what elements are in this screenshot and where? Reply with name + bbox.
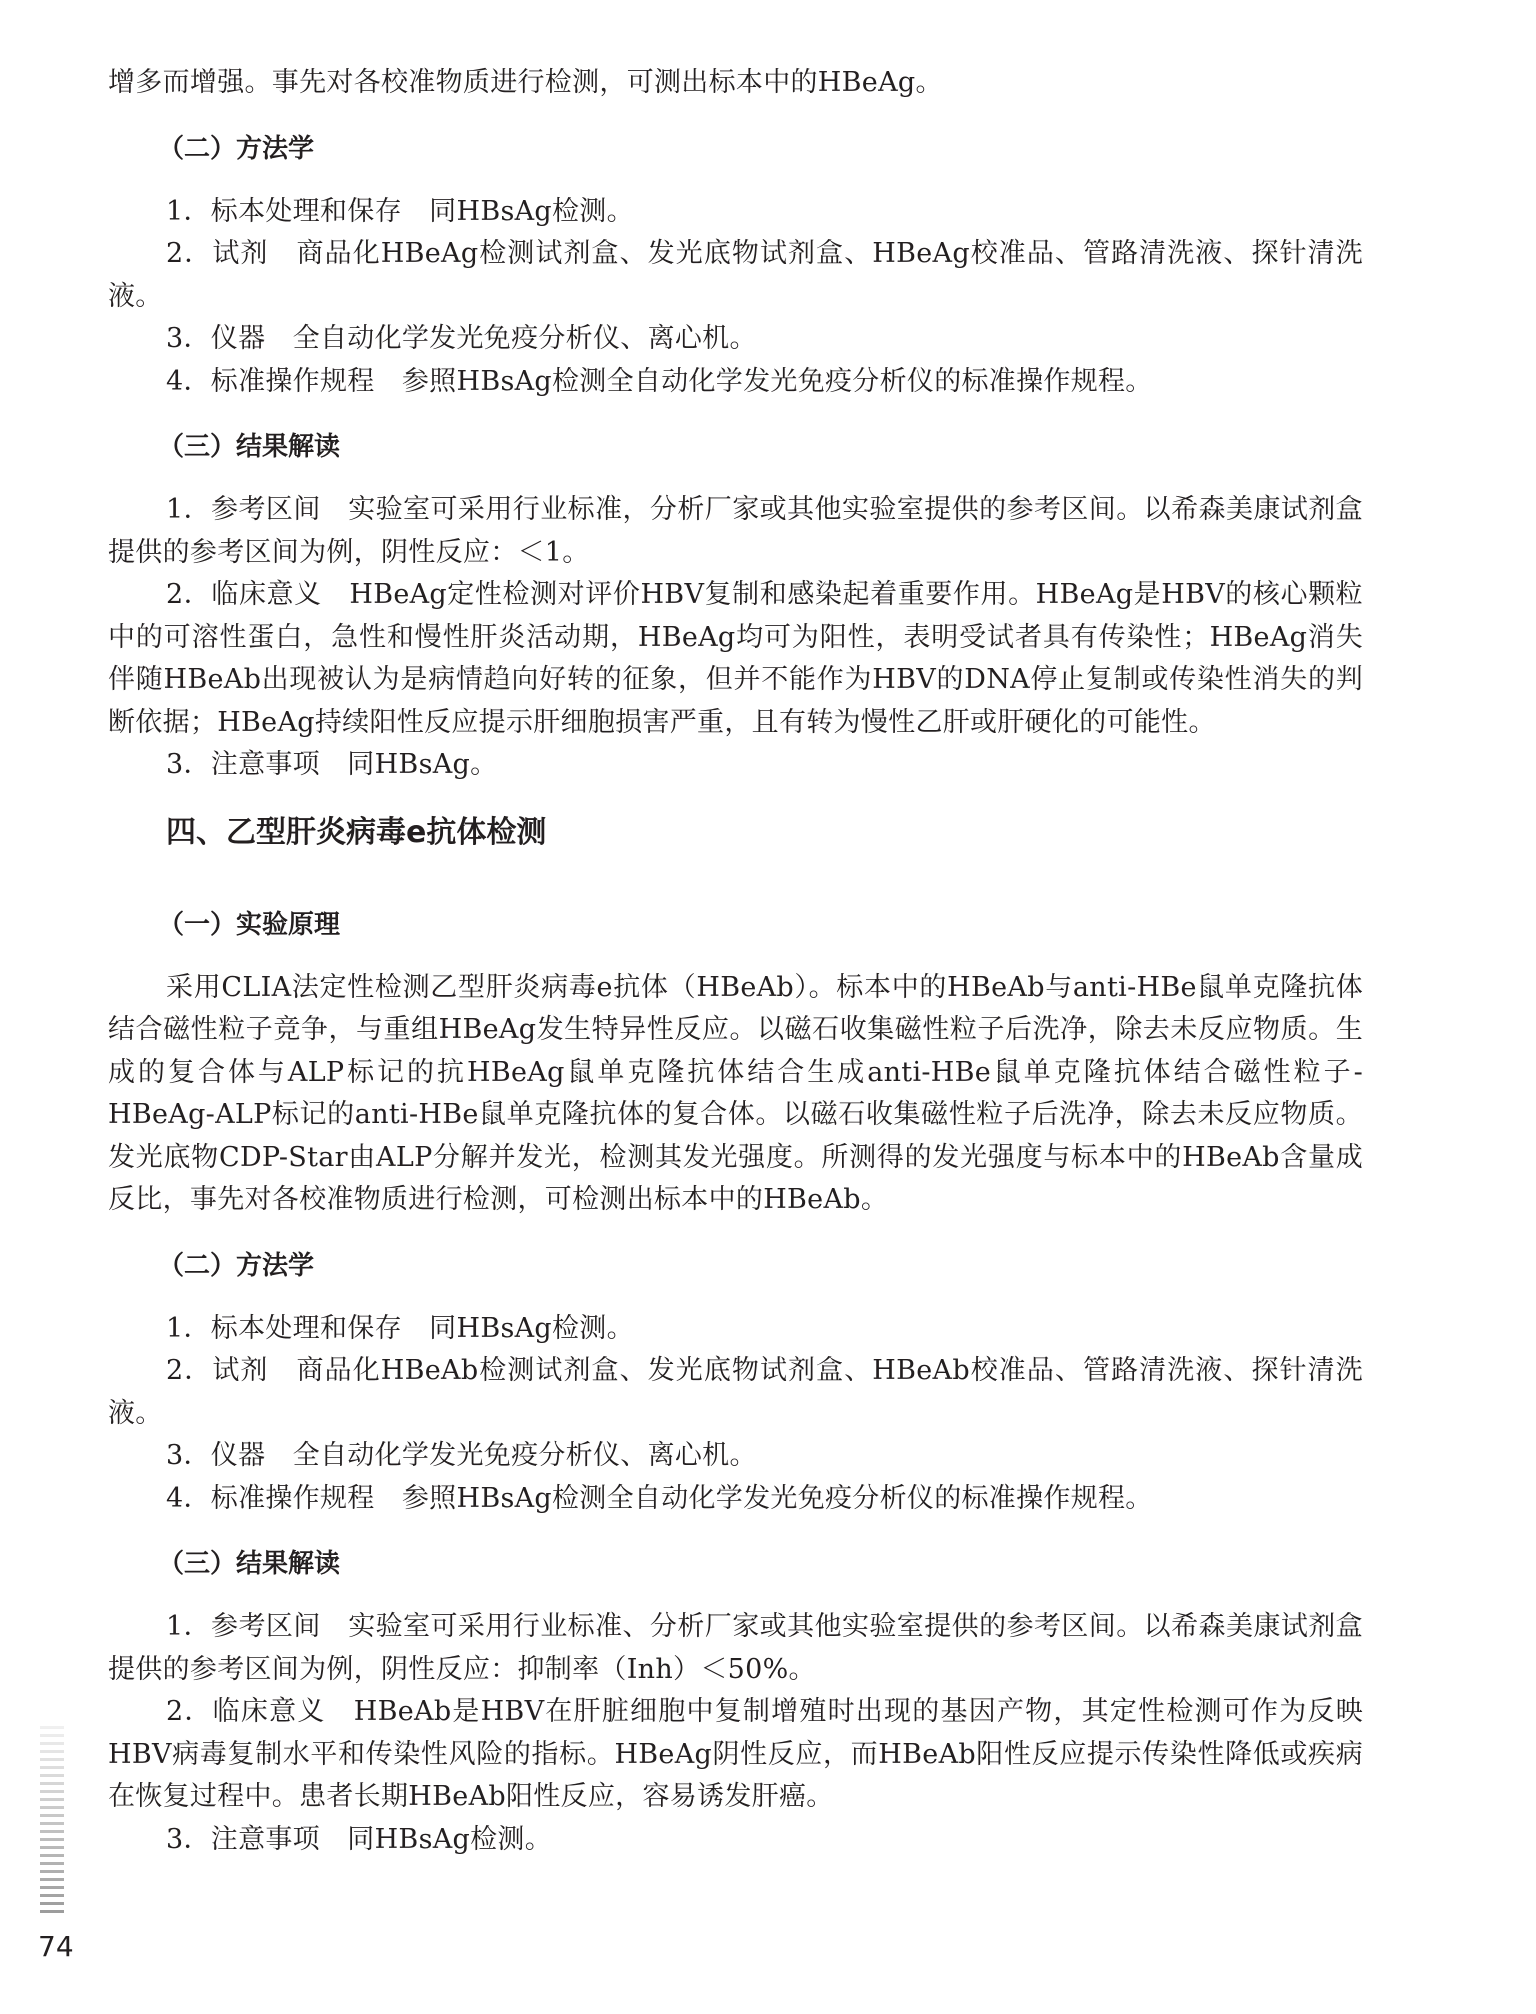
page-number: 74 bbox=[38, 1930, 74, 1963]
method-item-specimen-2: 1．标本处理和保存 同HBsAg检测。 bbox=[166, 1312, 634, 1344]
result-item-notes-2: 3．注意事项 同HBsAg检测。 bbox=[166, 1823, 553, 1855]
methodology-heading-2: （二）方法学 bbox=[158, 1250, 315, 1281]
method-item-instrument: 3．仪器 全自动化学发光免疫分析仪、离心机。 bbox=[166, 323, 757, 354]
result-item-reference-2: 1．参考区间 实验室可采用行业标准、分析厂家或其他实验室提供的参考区间。以希森美康试剂盒提供的参考区间为例，阴性反应：抑制率（Inh）＜50%。 bbox=[108, 1611, 1363, 1685]
section-heading: 四、乙型肝炎病毒e抗体检测 bbox=[166, 814, 547, 850]
page-body bbox=[108, 62, 1363, 1861]
result-item-reference: 1．参考区间 实验室可采用行业标准，分析厂家或其他实验室提供的参考区间。以希森美康试剂盒提供的参考区间为例，阴性反应：＜1。 bbox=[108, 494, 1363, 568]
result-item-clinical-2: 2．临床意义 HBeAb是HBV在肝脏细胞中复制增殖时出现的基因产物，其定性检测可作为反映HBV病毒复制水平和传染性风险的指标。HBeAg阴性反应，而HBeAb阳性反应提示传染性降低或疾病在恢复过程中。患者长期HBeAb阳性反应，容易诱发肝癌。 bbox=[108, 1696, 1363, 1812]
method-item-specimen: 1．标本处理和保存 同HBsAg检测。 bbox=[166, 195, 634, 227]
lead-paragraph: 增多而增强。事先对各校准物质进行检测，可测出标本中的HBeAg。 bbox=[108, 67, 943, 98]
principle-paragraph: 采用CLIA法定性检测乙型肝炎病毒e抗体（HBeAb）。标本中的HBeAb与anti-HBe鼠单克隆抗体结合磁性粒子竞争，与重组HBeAg发生特异性反应。以磁石收集磁性粒子后洗净，除去未反应物质。生成的复合体与ALP标记的抗HBeAg鼠单克隆抗体结合生成anti-HBe鼠单克隆抗体结合磁性粒子-HBeAg-ALP标记的anti-HBe鼠单克隆抗体的复合体。以磁石收集磁性粒子后洗净，除去未反应物质。发光底物CDP-Star由ALP分解并发光，检测其发光强度。所测得的发光强度与标本中的HBeAb含量成反比，事先对各校准物质进行检测，可检测出标本中的HBeAb。 bbox=[108, 971, 1363, 1215]
method-item-reagent-2: 2．试剂 商品化HBeAb检测试剂盒、发光底物试剂盒、HBeAb校准品、管路清洗液、探针清洗液。 bbox=[108, 1355, 1363, 1429]
method-item-sop: 4．标准操作规程 参照HBsAg检测全自动化学发光免疫分析仪的标准操作规程。 bbox=[166, 365, 1153, 397]
principle-heading: （一）实验原理 bbox=[158, 909, 341, 940]
method-item-sop-2: 4．标准操作规程 参照HBsAg检测全自动化学发光免疫分析仪的标准操作规程。 bbox=[166, 1482, 1153, 1514]
result-heading-2: （三）结果解读 bbox=[158, 1549, 341, 1579]
method-item-instrument-2: 3．仪器 全自动化学发光免疫分析仪、离心机。 bbox=[166, 1440, 757, 1471]
result-heading: （三）结果解读 bbox=[158, 432, 341, 462]
page-edge-decoration bbox=[40, 1726, 64, 1916]
result-item-notes: 3．注意事项 同HBsAg。 bbox=[166, 749, 498, 780]
methodology-heading: （二）方法学 bbox=[158, 133, 315, 164]
method-item-reagent: 2．试剂 商品化HBeAg检测试剂盒、发光底物试剂盒、HBeAg校准品、管路清洗液、探针清洗液。 bbox=[108, 238, 1363, 312]
result-item-clinical: 2．临床意义 HBeAg定性检测对评价HBV复制和感染起着重要作用。HBeAg是HBV的核心颗粒中的可溶性蛋白，急性和慢性肝炎活动期，HBeAg均可为阳性，表明受试者具有传染性；HBeAg消失伴随HBeAb出现被认为是病情趋向好转的征象，但并不能作为HBV的DNA停止复制或传染性消失的判断依据；HBeAg持续阳性反应提示肝细胞损害严重，且有转为慢性乙肝或肝硬化的可能性。 bbox=[108, 579, 1363, 738]
